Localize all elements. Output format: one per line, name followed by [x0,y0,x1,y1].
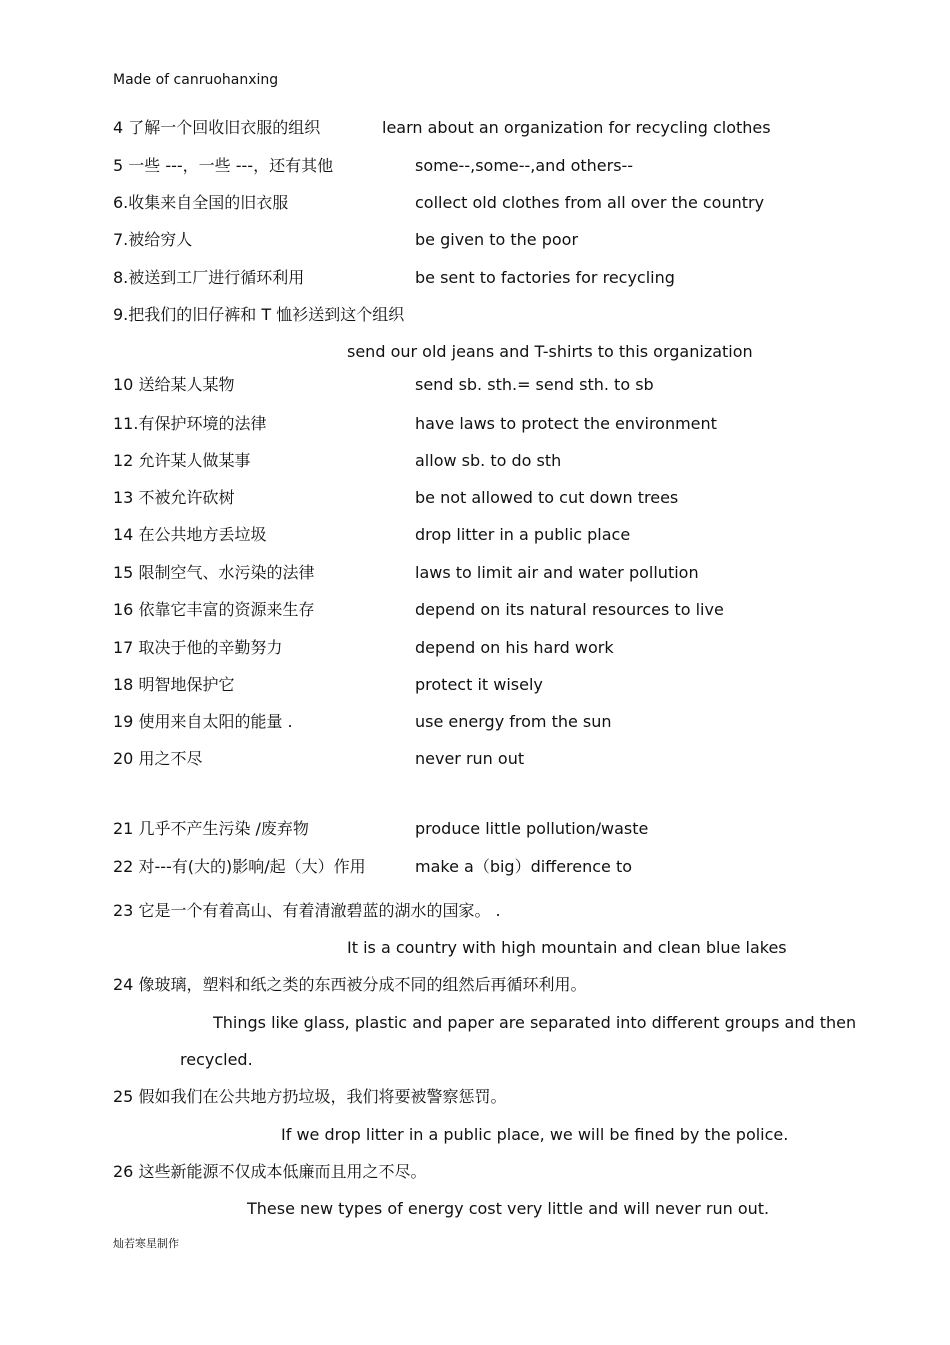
entry-14-cn: 14 在公共地方丢垃圾 [113,525,267,544]
entry-5-cn: 5 一些 ---，一些 ---，还有其他 [113,156,334,175]
entry-11-cn: 11.有保护环境的法律 [113,414,267,433]
entry-8-en: be sent to factories for recycling [415,268,675,287]
entry-23-cn: 23 它是一个有着高山、有着清澈碧蓝的湖水的国家。 . [113,901,501,920]
entry-18-cn: 18 明智地保护它 [113,675,235,694]
entry-25-cn: 25 假如我们在公共地方扔垃圾，我们将要被警察惩罚。 [113,1087,507,1106]
entry-23-en: It is a country with high mountain and clean blue lakes [347,938,787,957]
entry-13-en: be not allowed to cut down trees [415,488,679,507]
entry-15-en: laws to limit air and water pollution [415,563,699,582]
entry-15-cn: 15 限制空气、水污染的法律 [113,563,315,582]
entry-26-cn: 26 这些新能源不仅成本低廉而且用之不尽。 [113,1162,427,1181]
entry-4-en: learn about an organization for recycling clothes [382,118,771,137]
entry-12-cn: 12 允许某人做某事 [113,451,251,470]
entry-8-cn: 8.被送到工厂进行循环利用 [113,268,305,287]
entry-6-en: collect old clothes from all over the country [415,193,765,212]
entry-9-en: send our old jeans and T-shirts to this organization [347,342,753,361]
entry-24-cn: 24 像玻璃，塑料和纸之类的东西被分成不同的组然后再循环利用。 [113,975,587,994]
entry-25-en: If we drop litter in a public place, we will be fined by the police. [281,1125,789,1144]
entry-6-cn: 6.收集来自全国的旧衣服 [113,193,289,212]
entry-21-cn: 21 几乎不产生污染 /废弃物 [113,819,309,838]
page-header: Made of canruohanxing [113,72,279,88]
entry-19-cn: 19 使用来自太阳的能量 . [113,712,293,731]
entry-24-en-continued: recycled. [180,1050,253,1069]
entry-14-en: drop litter in a public place [415,525,631,544]
page-footer: 灿若寒星制作 [113,1237,179,1250]
entry-26-en: These new types of energy cost very little and will never run out. [247,1199,770,1218]
entry-18-en: protect it wisely [415,675,543,694]
entry-7-cn: 7.被给穷人 [113,230,193,249]
entry-9-cn: 9.把我们的旧仔裤和 T 恤衫送到这个组织 [113,305,405,324]
entry-16-cn: 16 依靠它丰富的资源来生存 [113,600,315,619]
entry-13-cn: 13 不被允许砍树 [113,488,235,507]
entry-22-en: make a（big）difference to [415,857,633,876]
entry-21-en: produce little pollution/waste [415,819,649,838]
entry-10-cn: 10 送给某人某物 [113,375,235,394]
entry-7-en: be given to the poor [415,230,579,249]
entry-22-cn: 22 对---有(大的)影响/起（大）作用 [113,857,366,876]
entry-10-en: send sb. sth.= send sth. to sb [415,375,654,394]
entry-4-cn: 4 了解一个回收旧衣服的组织 [113,118,321,137]
entry-17-cn: 17 取决于他的辛勤努力 [113,638,283,657]
entry-17-en: depend on his hard work [415,638,614,657]
entry-20-cn: 20 用之不尽 [113,749,203,768]
entry-5-en: some--,some--,and others-- [415,156,634,175]
entry-20-en: never run out [415,749,525,768]
entry-24-en: Things like glass, plastic and paper are separated into different groups and then [213,1013,857,1032]
entry-19-en: use energy from the sun [415,712,612,731]
entry-11-en: have laws to protect the environment [415,414,717,433]
entry-12-en: allow sb. to do sth [415,451,562,470]
entry-16-en: depend on its natural resources to live [415,600,724,619]
